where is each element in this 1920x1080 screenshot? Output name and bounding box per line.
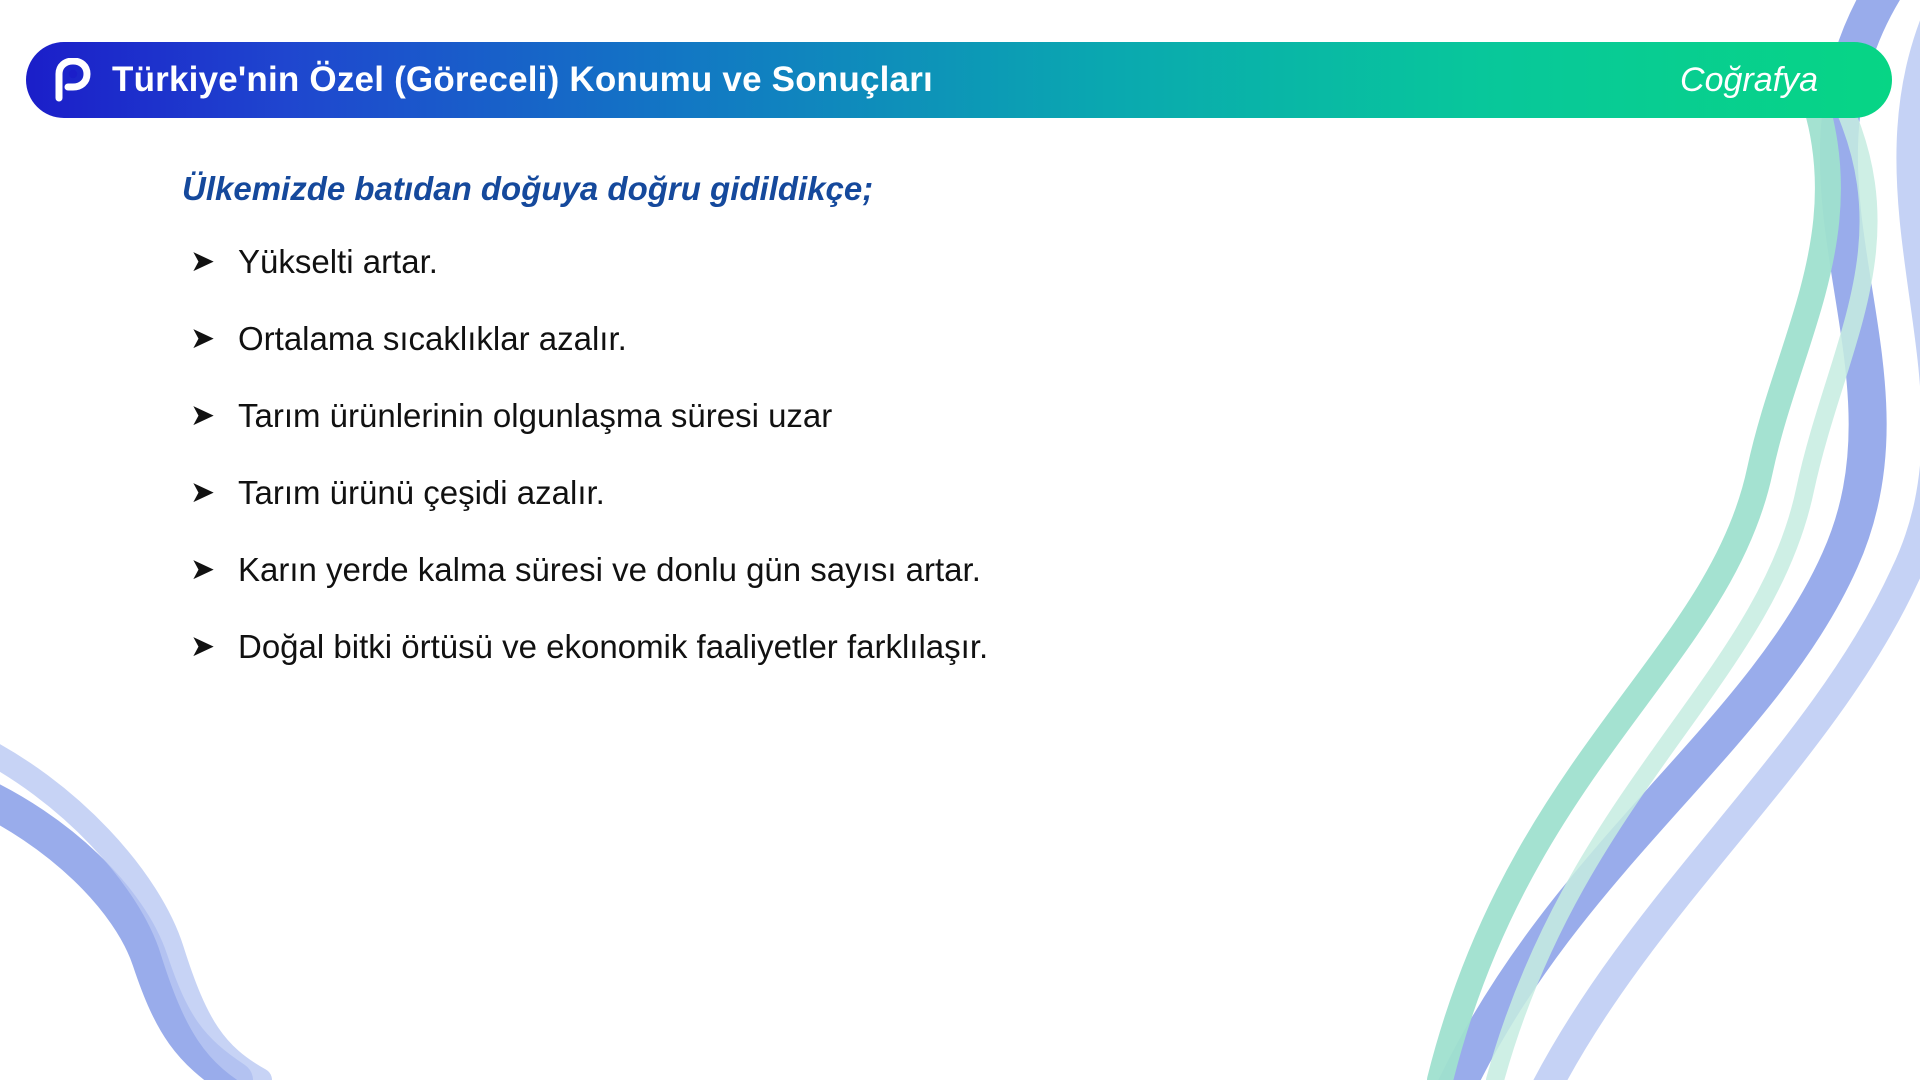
arrow-bullet-icon: ➤ — [190, 553, 216, 586]
arrow-bullet-icon: ➤ — [190, 245, 216, 278]
list-item-label: Tarım ürünü çeşidi azalır. — [238, 474, 605, 511]
p-logo-icon — [47, 58, 91, 102]
list-item — [180, 242, 1680, 282]
arrow-bullet-icon: ➤ — [190, 630, 216, 663]
list-item — [180, 627, 1680, 667]
logo — [26, 58, 112, 102]
lead-text: Ülkemizde batıdan doğuya doğru gidildikçe; — [182, 170, 874, 207]
arrow-bullet-icon: ➤ — [190, 322, 216, 355]
slide-header-bar — [26, 42, 1892, 118]
list-item — [180, 473, 1680, 513]
list-item — [180, 550, 1680, 590]
arrow-bullet-icon: ➤ — [190, 399, 216, 432]
list-item-label: Ortalama sıcaklıklar azalır. — [238, 320, 627, 357]
list-item-label: Yükselti artar. — [238, 243, 438, 280]
list-item — [180, 319, 1680, 359]
slide-content — [180, 170, 1680, 704]
list-item-label: Karın yerde kalma süresi ve donlu gün sayısı artar. — [238, 551, 981, 588]
list-item — [180, 396, 1680, 436]
subject-label: Coğrafya — [1680, 60, 1818, 99]
page-title: Türkiye'nin Özel (Göreceli) Konumu ve Sonuçları — [112, 60, 933, 99]
list-item-label: Tarım ürünlerinin olgunlaşma süresi uzar — [238, 397, 833, 434]
bullet-list — [180, 242, 1680, 667]
arrow-bullet-icon: ➤ — [190, 476, 216, 509]
list-item-label: Doğal bitki örtüsü ve ekonomik faaliyetler farklılaşır. — [238, 628, 989, 665]
